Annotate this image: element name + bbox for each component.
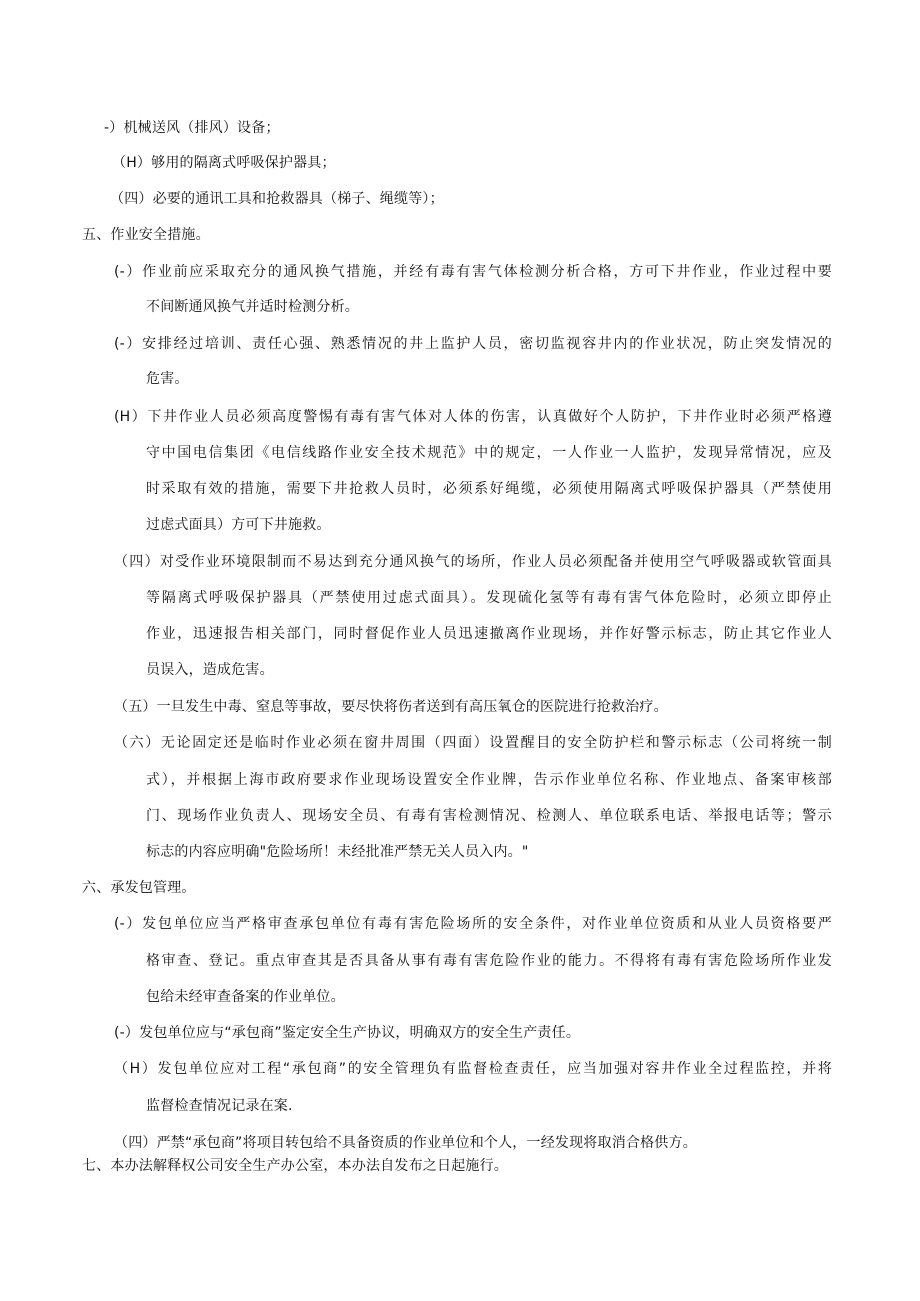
text-line: （H）够用的隔离式呼吸保护器具； (112, 155, 336, 171)
text-line: 时采取有效的措施，需要下井抢救人员时，必须系好绳缆，必须使用隔离式呼吸保护器具（严禁使用 (146, 481, 832, 497)
text-line: (-）发包单位应当严格审查承包单位有毒有害危险场所的安全条件，对作业单位资质和从业人员资格要严 (114, 916, 832, 932)
text-line: 员误入，造成危害。 (146, 662, 274, 678)
text-line: (-）安排经过培训、责任心强、熟悉情况的井上监护人员，密切监视容井内的作业状况，防止突发情况的 (114, 336, 832, 352)
text-line: 包给未经审查备案的作业单位。 (146, 989, 345, 1005)
text-line: (-）发包单位应与“承包商”鉴定安全生产协议，明确双方的安全生产责任。 (114, 1025, 581, 1041)
text-line: (-）作业前应采取充分的通风换气措施，并经有毒有害气体检测分析合格，方可下井作业，作业过程中要 (114, 264, 832, 280)
text-line: 等隔离式呼吸保护器具（严禁使用过虑式面具）。发现硫化氢等有毒有害气体危险时，必须立即停止 (146, 590, 832, 606)
text-line: （六）无论固定还是临时作业必须在窗井周围（四面）设置醒目的安全防护栏和警示标志（公司将统一制 (114, 735, 832, 751)
text-line: 过虑式面具）方可下井施救。 (146, 517, 331, 533)
text-line: 式），并根据上海市政府要求作业现场设置安全作业牌，告示作业单位名称、作业地点、备案审核部 (146, 772, 832, 788)
text-line: (H）下井作业人员必须高度警惕有毒有害气体对人体的伤害，认真做好个人防护，下井作业时必须严格遵 (114, 409, 832, 425)
text-line: （五）一旦发生中毒、窒息等事故，要尽快将伤者送到有高压氧仓的医院进行抢救治疗。 (114, 699, 668, 715)
text-line: （四）必要的通讯工具和抢救器具（梯子、绳缆等）； (110, 191, 444, 207)
text-line: 监督检查情况记录在案. (146, 1098, 293, 1114)
text-line: 危害。 (146, 371, 189, 387)
text-line: （H）发包单位应对工程“承包商”的安全管理负有监督检查责任，应当加强对容井作业全过程监控，并将 (114, 1061, 832, 1077)
text-line: 格审查、登记。重点审查其是否具备从事有毒有害危险作业的能力。不得将有毒有害危险场所作业发 (146, 953, 832, 969)
section-heading: 五、作业安全措施。 (82, 227, 210, 243)
text-line: 不间断通风换气并适时检测分析。 (146, 299, 359, 315)
text-line: -）机械送风（排风）设备； (104, 120, 280, 136)
text-line: 作业，迅速报告相关部门，同时督促作业人员迅速撤离作业现场，并作好警示标志，防止其它作业人 (146, 626, 832, 642)
text-line: 门、现场作业负责人、现场安全员、有毒有害检测情况、检测人、单位联系电话、举报电话等；警示 (146, 808, 832, 824)
text-line: 守中国电信集团《电信线路作业安全技术规范》中的规定，一人作业一人监护，发现异常情况，应及 (146, 445, 832, 461)
text-line: （四）严禁“承包商”将项目转包给不具备资质的作业单位和个人，一经发现将取消合格供方。 (114, 1135, 697, 1151)
section-heading: 六、承发包管理。 (82, 880, 196, 896)
text-line: （四）对受作业环境限制而不易达到充分通风换气的场所，作业人员必须配备并使用空气呼吸器或软管面具 (114, 554, 832, 570)
text-line: 标志的内容应明确"危险场所！未经批准严禁无关人员入内。" (146, 844, 529, 860)
section-heading: 七、本办法解释权公司安全生产办公室，本办法自发布之日起施行。 (82, 1158, 508, 1174)
